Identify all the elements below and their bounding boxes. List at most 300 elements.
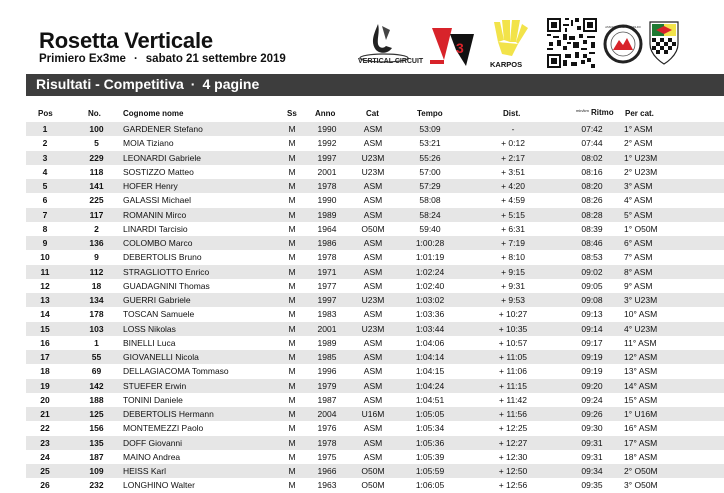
checkered-shield-logo [648, 20, 680, 66]
result-category-rank: 9° ASM [624, 280, 653, 291]
result-time: 1:02:24 [415, 266, 445, 277]
table-row [26, 250, 724, 264]
result-gap: - [511, 124, 515, 134]
result-sex: M [288, 309, 296, 320]
result-pace: 09:35 [581, 480, 603, 491]
result-athlete-name: GUERRI Gabriele [123, 295, 191, 305]
subtitle-separator: · [133, 53, 138, 65]
result-category-rank: 2° ASM [624, 138, 653, 149]
result-birth-year: 1987 [317, 394, 337, 405]
table-row [26, 336, 724, 350]
result-position: 2 [42, 138, 48, 149]
result-sex: M [288, 266, 296, 277]
result-sex: M [288, 394, 296, 405]
col-pace-unit: min/km [576, 108, 589, 113]
table-header [0, 106, 724, 122]
result-time: 1:05:05 [415, 409, 445, 419]
result-sex: M [288, 295, 296, 305]
result-gap: + 11:06 [499, 366, 527, 377]
result-time: 59:40 [419, 223, 441, 234]
result-gap: + 9:15 [501, 266, 525, 277]
result-birth-year: 1977 [317, 280, 337, 291]
col-pos: Pos [38, 109, 53, 118]
result-category: ASM [363, 195, 383, 206]
result-time: 1:03:02 [415, 295, 445, 305]
result-gap: + 9:53 [501, 295, 525, 305]
result-athlete-name: DEBERTOLIS Bruno [123, 252, 202, 263]
result-time: 57:00 [419, 166, 441, 177]
result-position: 12 [40, 280, 50, 291]
table-row [26, 265, 724, 279]
result-pace: 08:46 [581, 238, 603, 248]
result-position: 25 [40, 466, 50, 476]
result-category: U16M [361, 409, 385, 419]
result-category-rank: 10° ASM [624, 309, 658, 320]
result-position: 16 [40, 337, 50, 348]
result-pace: 07:42 [581, 124, 603, 134]
result-position: 17 [40, 352, 50, 362]
col-pace-label: Ritmo [591, 108, 614, 117]
result-athlete-name: STUEFER Erwin [123, 380, 187, 391]
result-birth-year: 1990 [317, 124, 337, 134]
result-category-rank: 3° O50M [624, 480, 658, 491]
result-bib-number: 118 [89, 166, 104, 177]
result-position: 1 [42, 124, 48, 134]
result-category-rank: 3° ASM [624, 181, 653, 191]
result-gap: + 11:42 [499, 394, 527, 405]
result-position: 8 [42, 223, 48, 234]
club-badge-logo [603, 22, 643, 66]
result-category: O50M [361, 223, 385, 234]
result-gap: + 5:15 [501, 209, 525, 220]
col-year: Anno [315, 109, 336, 118]
result-athlete-name: TOSCAN Samuele [123, 309, 195, 320]
result-sex: M [288, 138, 296, 149]
result-time: 55:26 [419, 152, 441, 163]
result-athlete-name: LONGHINO Walter [123, 480, 195, 491]
result-category-rank: 1° U23M [624, 152, 658, 163]
result-gap: + 4:20 [501, 181, 525, 191]
result-birth-year: 1997 [317, 152, 337, 163]
results-banner [26, 74, 724, 96]
result-category: ASM [363, 451, 383, 462]
result-pace: 09:19 [581, 366, 603, 377]
result-sex: M [288, 195, 296, 206]
result-sex: M [288, 223, 296, 234]
result-birth-year: 1989 [317, 337, 337, 348]
result-gap: + 12:30 [498, 451, 528, 462]
result-position: 23 [40, 437, 50, 448]
result-bib-number: 100 [89, 124, 104, 134]
result-birth-year: 1964 [317, 223, 337, 234]
result-category-rank: 16° ASM [624, 423, 658, 434]
result-gap: + 9:31 [501, 280, 525, 291]
result-birth-year: 1997 [317, 295, 337, 305]
result-pace: 09:05 [581, 280, 603, 291]
result-category-rank: 12° ASM [624, 352, 658, 362]
result-bib-number: 103 [89, 323, 104, 334]
result-position: 15 [40, 323, 50, 334]
result-pace: 08:16 [581, 166, 603, 177]
result-athlete-name: STRAGLIOTTO Enrico [123, 266, 210, 277]
banner-separator: · [190, 76, 196, 92]
result-birth-year: 1978 [317, 252, 337, 263]
table-row [26, 322, 724, 336]
result-athlete-name: GARDENER Stefano [123, 124, 203, 134]
result-gap: + 11:15 [499, 380, 527, 391]
table-row [26, 436, 724, 450]
table-row [26, 407, 724, 421]
result-position: 3 [42, 152, 48, 163]
result-category-rank: 17° ASM [624, 437, 658, 448]
result-category: O50M [361, 480, 385, 491]
result-athlete-name: HOFER Henry [123, 181, 178, 191]
result-category: U23M [361, 152, 385, 163]
result-gap: + 0:12 [501, 138, 525, 149]
result-bib-number: 178 [89, 309, 104, 320]
table-row [26, 350, 724, 364]
result-position: 6 [42, 195, 48, 206]
result-athlete-name: MONTEMEZZI Paolo [123, 423, 204, 434]
results-table [26, 122, 724, 493]
result-pace: 09:02 [581, 266, 603, 277]
table-row [26, 421, 724, 435]
col-name: Cognome nome [123, 109, 184, 118]
result-bib-number: 125 [89, 409, 104, 419]
result-time: 1:05:34 [415, 423, 445, 434]
result-time: 1:05:59 [415, 466, 445, 476]
result-sex: M [288, 466, 296, 476]
result-position: 18 [40, 366, 50, 377]
result-bib-number: 18 [91, 280, 102, 291]
result-bib-number: 135 [89, 437, 104, 448]
result-birth-year: 1985 [317, 352, 337, 362]
result-category: ASM [363, 209, 383, 220]
col-num: No. [88, 109, 101, 118]
result-pace: 08:39 [581, 223, 603, 234]
result-position: 21 [40, 409, 50, 419]
result-birth-year: 1996 [317, 366, 337, 377]
result-pace: 08:26 [581, 195, 603, 206]
result-sex: M [288, 209, 296, 220]
result-category-rank: 1° U16M [624, 409, 658, 419]
result-category: ASM [363, 423, 383, 434]
result-category-rank: 2° O50M [624, 466, 658, 476]
result-position: 14 [40, 309, 50, 320]
result-position: 26 [40, 480, 50, 491]
col-cat: Cat [366, 109, 379, 118]
result-birth-year: 1992 [317, 138, 337, 149]
result-birth-year: 1971 [317, 266, 337, 277]
karpos-logo [488, 18, 532, 70]
result-category: ASM [363, 280, 383, 291]
table-row [26, 364, 724, 378]
result-category: ASM [363, 380, 383, 391]
result-athlete-name: MAINO Andrea [123, 451, 181, 462]
result-athlete-name: COLOMBO Marco [123, 238, 193, 248]
result-bib-number: 55 [91, 352, 102, 362]
event-name: Primiero Ex3me [39, 53, 126, 65]
result-pace: 09:31 [581, 451, 603, 462]
result-category: ASM [363, 181, 383, 191]
result-category-rank: 5° ASM [624, 209, 653, 220]
result-category: ASM [363, 252, 383, 263]
result-pace: 07:44 [581, 138, 603, 149]
result-category: ASM [363, 437, 383, 448]
result-gap: + 10:35 [498, 323, 528, 334]
result-birth-year: 1990 [317, 195, 337, 206]
result-gap: + 3:51 [501, 166, 525, 177]
result-sex: M [288, 166, 296, 177]
result-bib-number: 117 [89, 209, 104, 220]
result-category-rank: 15° ASM [624, 394, 658, 405]
table-row [26, 236, 724, 250]
result-athlete-name: DELLAGIACOMA Tommaso [123, 366, 229, 377]
table-row [26, 450, 724, 464]
result-category: ASM [363, 394, 383, 405]
result-time: 53:21 [419, 138, 441, 149]
result-time: 1:02:40 [415, 280, 445, 291]
result-sex: M [288, 352, 296, 362]
result-sex: M [288, 451, 296, 462]
result-sex: M [288, 380, 296, 391]
result-athlete-name: ROMANIN Mirco [123, 209, 187, 220]
result-athlete-name: HEISS Karl [123, 466, 166, 476]
col-sex: Ss [287, 109, 297, 118]
page-header [0, 0, 724, 72]
result-bib-number: 134 [89, 295, 104, 305]
result-time: 1:04:14 [415, 352, 445, 362]
result-time: 1:04:24 [415, 380, 445, 391]
result-pace: 09:19 [581, 352, 603, 362]
result-athlete-name: TONINI Daniele [123, 394, 183, 405]
table-row [26, 478, 724, 492]
event-subtitle [39, 53, 286, 65]
result-bib-number: 225 [89, 195, 104, 206]
result-bib-number: 2 [94, 223, 99, 234]
result-bib-number: 188 [89, 394, 104, 405]
table-row [26, 279, 724, 293]
result-sex: M [288, 437, 296, 448]
result-time: 1:05:36 [415, 437, 445, 448]
result-category-rank: 6° ASM [624, 238, 653, 248]
result-athlete-name: GIOVANELLI Nicola [123, 352, 199, 362]
result-category: ASM [363, 352, 383, 362]
karpos-text: KARPOS [490, 60, 523, 69]
result-birth-year: 1979 [317, 380, 337, 391]
result-birth-year: 2004 [317, 409, 337, 419]
result-pace: 09:30 [581, 423, 603, 434]
vertical-circuit-logo [356, 20, 424, 70]
result-time: 58:08 [419, 195, 441, 206]
result-bib-number: 229 [89, 152, 104, 163]
result-pace: 09:14 [581, 323, 603, 334]
result-time: 1:04:06 [415, 337, 445, 348]
result-sex: M [288, 480, 296, 491]
result-athlete-name: MOIA Tiziano [123, 138, 174, 149]
result-sex: M [288, 252, 296, 263]
table-row [26, 208, 724, 222]
result-time: 57:29 [419, 181, 441, 191]
table-row [26, 293, 724, 307]
result-pace: 09:20 [581, 380, 603, 391]
result-category-rank: 8° ASM [624, 266, 653, 277]
result-pace: 08:28 [581, 209, 603, 220]
result-sex: M [288, 423, 296, 434]
vertical-circuit-text: VERTICAL CIRCUIT [358, 58, 424, 65]
result-position: 5 [42, 181, 48, 191]
result-time: 1:03:44 [415, 323, 445, 334]
result-position: 4 [42, 166, 48, 177]
col-time: Tempo [417, 109, 443, 118]
result-bib-number: 232 [89, 480, 104, 491]
ex3me-logo [428, 20, 478, 68]
table-row [26, 393, 724, 407]
result-bib-number: 136 [89, 238, 104, 248]
result-position: 24 [40, 451, 50, 462]
result-athlete-name: GUADAGNINI Thomas [123, 280, 210, 291]
result-pace: 09:08 [581, 295, 603, 305]
result-position: 20 [40, 394, 50, 405]
result-category: ASM [363, 138, 383, 149]
result-bib-number: 5 [94, 138, 99, 149]
result-bib-number: 112 [89, 266, 104, 277]
result-gap: + 4:59 [501, 195, 525, 206]
result-sex: M [288, 280, 296, 291]
result-pace: 08:20 [581, 181, 603, 191]
table-row [26, 179, 724, 193]
result-gap: + 11:56 [499, 409, 527, 419]
result-time: 53:09 [419, 124, 441, 134]
result-category: O50M [361, 466, 385, 476]
result-category: ASM [363, 309, 383, 320]
banner-pages: 4 pagine [202, 76, 260, 92]
table-row [26, 136, 724, 150]
result-category-rank: 7° ASM [624, 252, 653, 263]
result-birth-year: 2001 [317, 323, 337, 334]
col-dist: Dist. [503, 109, 521, 118]
result-athlete-name: SOSTIZZO Matteo [123, 166, 194, 177]
result-bib-number: 141 [89, 181, 104, 191]
banner-label: Risultati - Competitiva [36, 76, 184, 92]
result-time: 1:06:05 [415, 480, 445, 491]
result-gap: + 10:57 [498, 337, 528, 348]
result-birth-year: 1976 [317, 423, 337, 434]
result-pace: 09:24 [581, 394, 603, 405]
result-sex: M [288, 181, 296, 191]
result-bib-number: 69 [91, 366, 102, 377]
table-row [26, 193, 724, 207]
result-category: U23M [361, 323, 385, 334]
result-category-rank: 3° U23M [624, 295, 658, 305]
result-pace: 09:34 [581, 466, 603, 476]
result-gap: + 7:19 [501, 238, 525, 248]
result-gap: + 10:27 [498, 309, 528, 320]
result-birth-year: 1978 [317, 437, 337, 448]
result-bib-number: 142 [89, 380, 104, 391]
result-pace: 09:31 [581, 437, 603, 448]
result-position: 13 [40, 295, 50, 305]
result-category-rank: 14° ASM [624, 380, 658, 391]
result-birth-year: 1963 [317, 480, 337, 491]
result-athlete-name: LOSS Nikolas [123, 323, 176, 334]
result-time: 1:01:19 [415, 252, 445, 263]
result-sex: M [288, 337, 296, 348]
result-category-rank: 4° U23M [624, 323, 658, 334]
result-time: 58:24 [419, 209, 441, 220]
result-category: ASM [363, 238, 383, 248]
result-sex: M [288, 409, 296, 419]
table-row [26, 307, 724, 321]
result-position: 10 [40, 252, 50, 263]
page-title: Rosetta Verticale [39, 28, 213, 53]
result-birth-year: 1978 [317, 181, 337, 191]
result-position: 19 [40, 380, 50, 391]
result-pace: 09:26 [581, 409, 603, 419]
result-bib-number: 1 [94, 337, 99, 348]
result-category: ASM [363, 366, 383, 377]
result-bib-number: 187 [89, 451, 104, 462]
result-birth-year: 1986 [317, 238, 337, 248]
result-time: 1:05:39 [415, 451, 445, 462]
event-date: sabato 21 settembre 2019 [145, 53, 286, 65]
result-position: 7 [42, 209, 48, 220]
col-catpos: Per cat. [625, 109, 654, 118]
result-pace: 08:53 [581, 252, 603, 263]
result-pace: 09:13 [581, 309, 603, 320]
result-birth-year: 2001 [317, 166, 337, 177]
result-sex: M [288, 124, 296, 134]
result-category: ASM [363, 337, 383, 348]
table-row [26, 122, 724, 136]
result-athlete-name: BINELLI Luca [123, 337, 176, 348]
banner-title [36, 76, 259, 92]
result-gap: + 2:17 [501, 152, 525, 163]
result-pace: 08:02 [581, 152, 603, 163]
qr-code [547, 18, 597, 68]
result-time: 1:00:28 [415, 238, 445, 248]
result-category-rank: 4° ASM [624, 195, 653, 206]
ex3me-number: 3 [456, 40, 464, 56]
result-category-rank: 18° ASM [624, 451, 658, 462]
result-sex: M [288, 323, 296, 334]
result-gap: + 8:10 [501, 252, 525, 263]
result-category: ASM [363, 266, 383, 277]
result-gap: + 6:31 [501, 223, 525, 234]
result-birth-year: 1989 [317, 209, 337, 220]
table-row [26, 379, 724, 393]
result-bib-number: 9 [94, 252, 99, 263]
result-birth-year: 1983 [317, 309, 337, 320]
result-gap: + 12:50 [498, 466, 528, 476]
result-bib-number: 109 [89, 466, 104, 476]
result-position: 22 [40, 423, 50, 434]
result-category: U23M [361, 295, 385, 305]
result-gap: + 12:25 [498, 423, 528, 434]
table-row [26, 151, 724, 165]
result-athlete-name: DEBERTOLIS Hermann [123, 409, 214, 419]
result-category: U23M [361, 166, 385, 177]
result-category-rank: 1° ASM [624, 124, 653, 134]
table-row [26, 222, 724, 236]
result-gap: + 12:56 [498, 480, 528, 491]
result-athlete-name: DOFF Giovanni [123, 437, 183, 448]
result-gap: + 11:05 [499, 352, 527, 362]
result-sex: M [288, 152, 296, 163]
result-category-rank: 1° O50M [624, 223, 658, 234]
result-time: 1:03:36 [415, 309, 445, 320]
result-category-rank: 11° ASM [624, 337, 657, 348]
